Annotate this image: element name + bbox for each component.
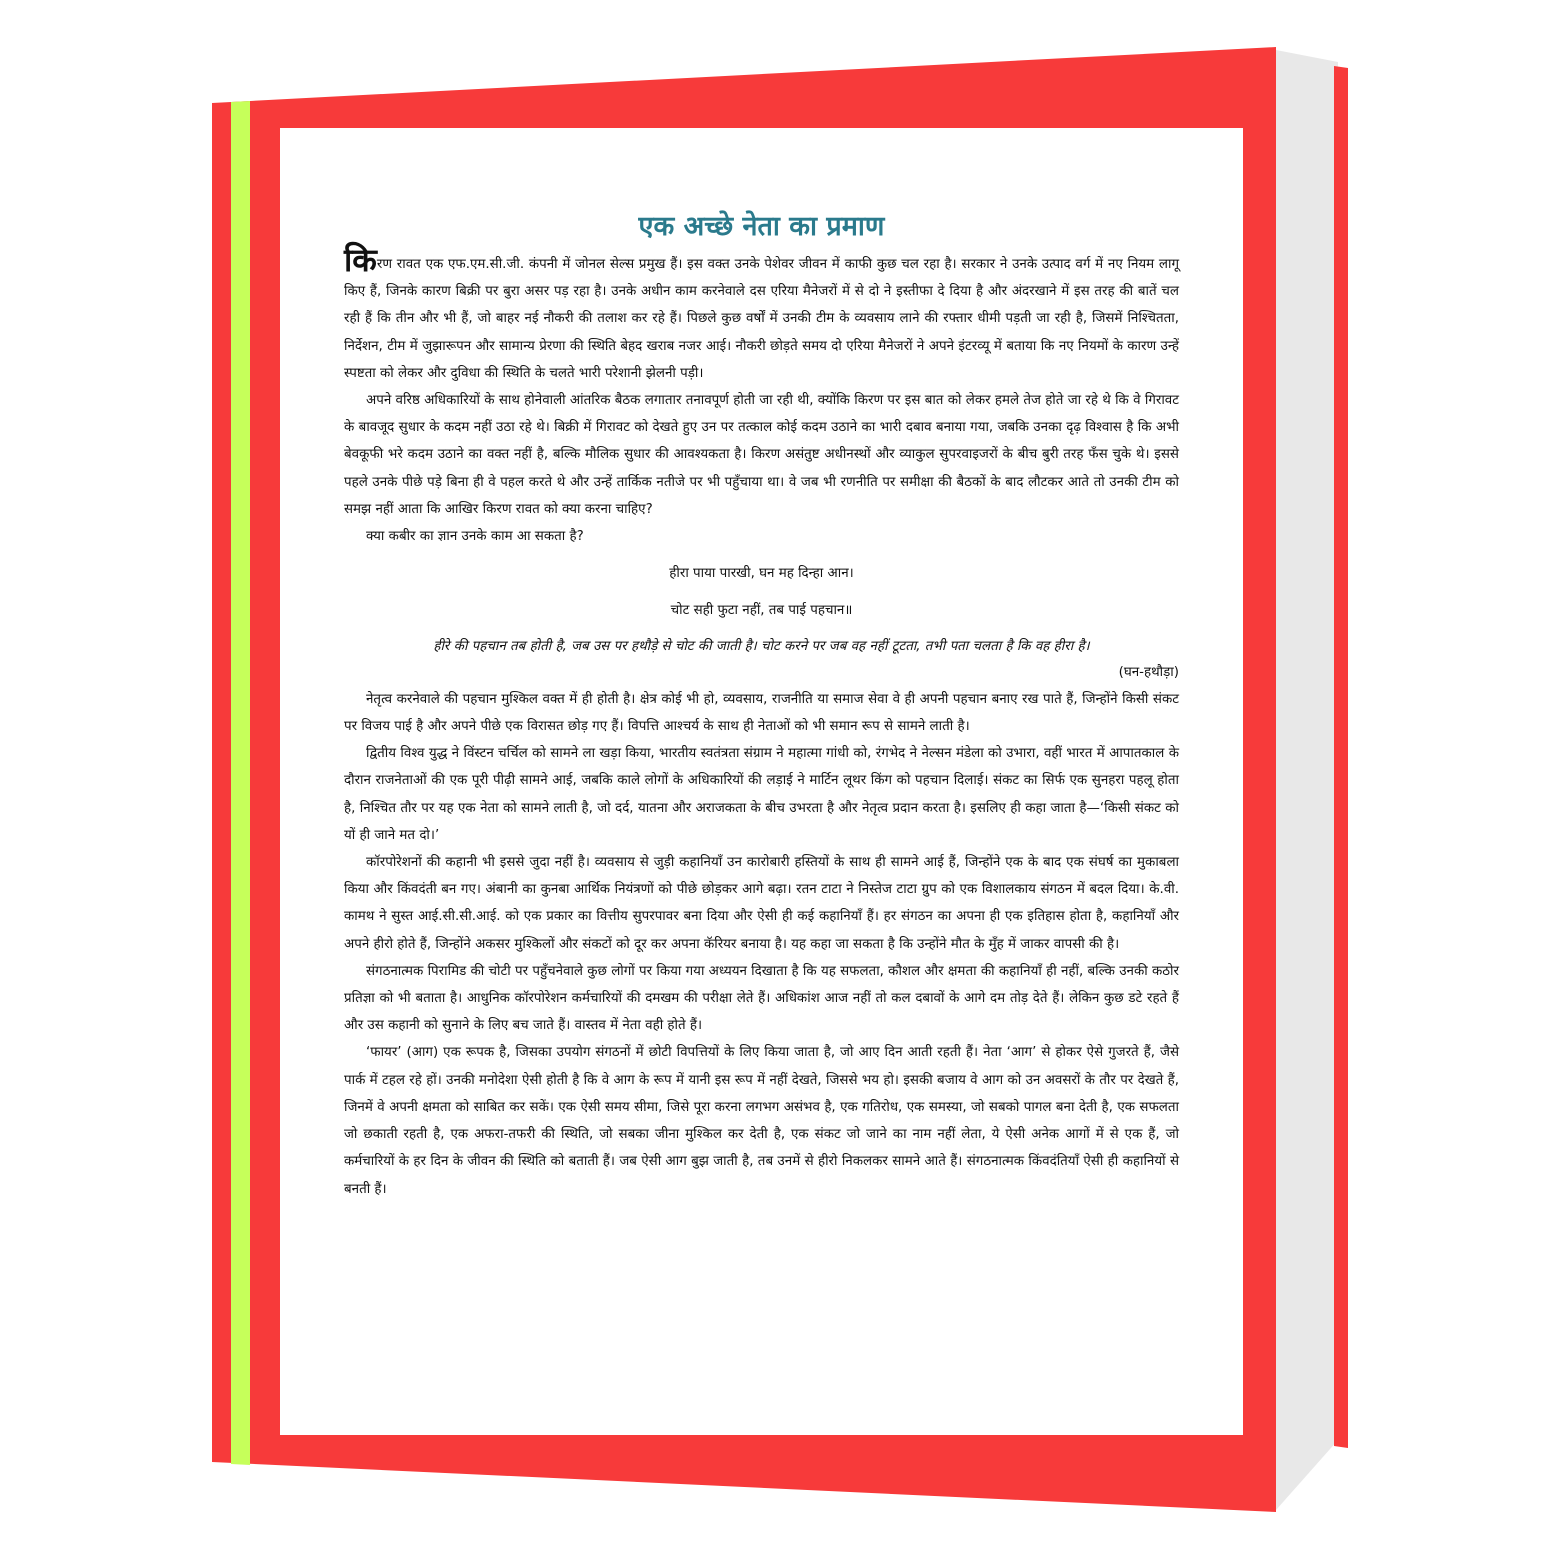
page-title: एक अच्छे नेता का प्रमाण (638, 211, 885, 242)
page-edges (1276, 50, 1338, 1510)
paragraph-7: संगठनात्मक पिरामिड की चोटी पर पहुँचनेवाले कुछ लोगों पर किया गया अध्ययन दिखाता है कि यह सफलता, कौशल और क्षमता की कहानियाँ ही नहीं, बल्कि उनकी कठोर प्रतिज्ञा को भी बताता है। आधुनिक कॉरपोरेशन कर्मचारियों की दमखम की परीक्षा लेते हैं। अधिकांश आज नहीं तो कल दबावों के आगे दम तोड़ देते हैं। लेकिन कुछ डटे रहते हैं और उस कहानी को सुनाने के लिए बच जाते हैं। वास्तव में नेता वही होते हैं। (344, 963, 1179, 1034)
paragraph-1 (344, 241, 1180, 387)
verse-line-1: हीरा पाया पारखी, घन मह दिन्हा आन। (669, 566, 854, 582)
verse-line-2: चोट सही फुटा नहीं, तब पाई पहचान॥ (670, 603, 853, 619)
verse-meaning: हीरे की पहचान तब होती है, जब उस पर हथौड़े से चोट की जाती है। चोट करने पर जब वह नहीं टूटता, तभी पता चलता है कि वह हीरा है। (433, 638, 1090, 654)
spine-stripe (231, 101, 250, 1465)
paragraph-5: द्वितीय विश्व युद्ध ने विंस्टन चर्चिल को सामने ला खड़ा किया, भारतीय स्वतंत्रता संग्राम ने महात्मा गांधी को, रंगभेद ने नेल्सन मंडेला को उभारा, वहीं भारत में आपातकाल के दौरान राजनेताओं की एक पूरी पीढ़ी सामने आई, जबकि काले लोगों के अधिकारियों की लड़ाई ने मार्टिन लूथर किंग को पहचान दिलाई। संकट का सिर्फ एक सुनहरा पहलू होता है, निश्चित तौर पर यह एक नेता को सामने लाती है, जो दर्द, यातना और अराजकता के बीच उभरता है और नेतृत्व प्रदान करता है। इसलिए ही कहा जाता है—‘किसी संकट को यों ही जाने मत दो।’ (344, 746, 1179, 843)
book-page (280, 128, 1243, 1435)
paragraph-2: अपने वरिष्ठ अधिकारियों के साथ होनेवाली आंतरिक बैठक लगातार तनावपूर्ण होती जा रही थी, क्योंकि किरण पर इस बात को लेकर हमले तेज होते जा रहे थे कि वे गिरावट के बावजूद सुधार के कदम नहीं उठा रहे थे। बिक्री में गिरावट को देखते हुए उन पर तत्काल कोई कदम उठाने का भारी दबाव बनाया गया, जबकि उनका दृढ़ विश्वास है कि अभी बेवकूफी भरे कदम उठाने का वक्त नहीं है, बल्कि मौलिक सुधार की आवश्यकता है। किरण असंतुष्ट अधीनस्थों और व्याकुल सुपरवाइजरों के बीच बुरी तरह फँस चुके थे। इससे पहले उनके पीछे पड़े बिना ही वे पहल करते थे और उन्हें तार्किक नतीजे पर भी पहुँचाया था। वे जब भी रणनीति पर समीक्षा की बैठकों के बाद लौटकर आते तो उनकी टीम को समझ नहीं आता कि आखिर किरण रावत को क्या करना चाहिए? (344, 393, 1179, 517)
paragraph-6: कॉरपोरेशनों की कहानी भी इससे जुदा नहीं है। व्यवसाय से जुड़ी कहानियाँ उन कारोबारी हस्तियों के साथ ही सामने आई हैं, जिन्होंने एक के बाद एक संघर्ष का मुकाबला किया और किंवदंती बन गए। अंबानी का कुनबा आर्थिक नियंत्रणों को पीछे छोड़कर आगे बढ़ा। रतन टाटा ने निस्तेज टाटा ग्रुप को एक विशालकाय संगठन में बदल दिया। के.वी. कामथ ने सुस्त आई.सी.सी.आई. को एक प्रकार का वित्तीय सुपरपावर बना दिया और ऐसी ही कई कहानियाँ हैं। हर संगठन का अपना ही एक इतिहास होता है, कहानियाँ और अपने हीरो होते हैं, जिन्होंने अकसर मुश्किलों और संकटों को दूर कर अपना कॅरियर बनाया है। यह कहा जा सकता है कि उन्होंने मौत के मुँह में जाकर वापसी की है। (344, 855, 1179, 952)
back-cover-edge (1334, 66, 1348, 1448)
paragraph-4: नेतृत्व करनेवाले की पहचान मुश्किल वक्त में ही होती है। क्षेत्र कोई भी हो, व्यवसाय, राजनीति या समाज सेवा वे ही अपनी पहचान बनाए रख पाते हैं, जिन्होंने किसी संकट पर विजय पाई है और अपने पीछे एक विरासत छोड़ गए हैं। विपत्ति आश्चर्य के साथ ही नेताओं को भी समान रूप से सामने लाती है। (344, 691, 1179, 735)
paragraph-3: क्या कबीर का ज्ञान उनके काम आ सकता है? (366, 529, 584, 545)
paragraph-8: ‘फायर’ (आग) एक रूपक है, जिसका उपयोग संगठनों में छोटी विपत्तियों के लिए किया जाता है, जो आए दिन आती रहती हैं। नेता ‘आग’ से होकर ऐसे गुजरते हैं, जैसे पार्क में टहल रहे हों। उनकी मनोदेशा ऐसी होती है कि वे आग के रूप में यानी इस रूप में नहीं देखते, जिससे भय हो। इसकी बजाय वे आग को उन अवसरों के तौर पर देखते हैं, जिनमें वे अपनी क्षमता को साबित कर सकें। एक ऐसी समय सीमा, जिसे पूरा करना लगभग असंभव है, एक गतिरोध, एक समस्या, जो सबको पागल बना देती है, एक सफलता जो छकाती रहती है, एक अफरा-तफरी की स्थिति, जो सबका जीना मुश्किल कर देती है, एक संकट जो जाने का नाम नहीं लेता, ये ऐसी अनेक आगों में से एक हैं, जो कर्मचारियों के हर दिन के जीवन की स्थिति को बताती हैं। जब ऐसी आग बुझ जाती है, तब उनमें से हीरो निकलकर सामने आते हैं। संगठनात्मक किंवदंतियाँ ऐसी ही कहानियों से बनती हैं। (344, 1045, 1179, 1197)
body-text (344, 241, 1180, 1203)
drop-cap: कि (344, 241, 377, 279)
paragraph-1-text: रण रावत एक एफ.एम.सी.जी. कंपनी में जोनल सेल्स प्रमुख हैं। इस वक्त उनके पेशेवर जीवन में काफी कुछ चल रहा है। सरकार ने उनके उत्पाद वर्ग में नए नियम लागू किए हैं, जिनके कारण बिक्री पर बुरा असर पड़ रहा है। उनके अधीन काम करनेवाले दस एरिया मैनेजरों में से दो ने इस्तीफा दे दिया है और अंदरखाने में इस तरह की बातें चल रही हैं कि तीन और भी हैं, जो बाहर नई नौकरी की तलाश कर रहे हैं। पिछले कुछ वर्षों में उनकी टीम के व्यवसाय लाने की रफ्तार धीमी पड़ती जा रही है, जिसमें निश्चितता, निर्देशन, टीम में जुझारूपन और सामान्य प्रेरणा की स्थिति बेहद खराब नजर आई। नौकरी छोड़ते समय दो एरिया मैनेजरों ने अपने इंटरव्यू में बताया कि नए नियमों के कारण उन्हें स्पष्टता को लेकर और दुविधा की स्थिति के चलते भारी परेशानी झेलनी पड़ी। (344, 257, 1180, 381)
verse-gloss: (घन-हथौड़ा) (1118, 664, 1179, 680)
